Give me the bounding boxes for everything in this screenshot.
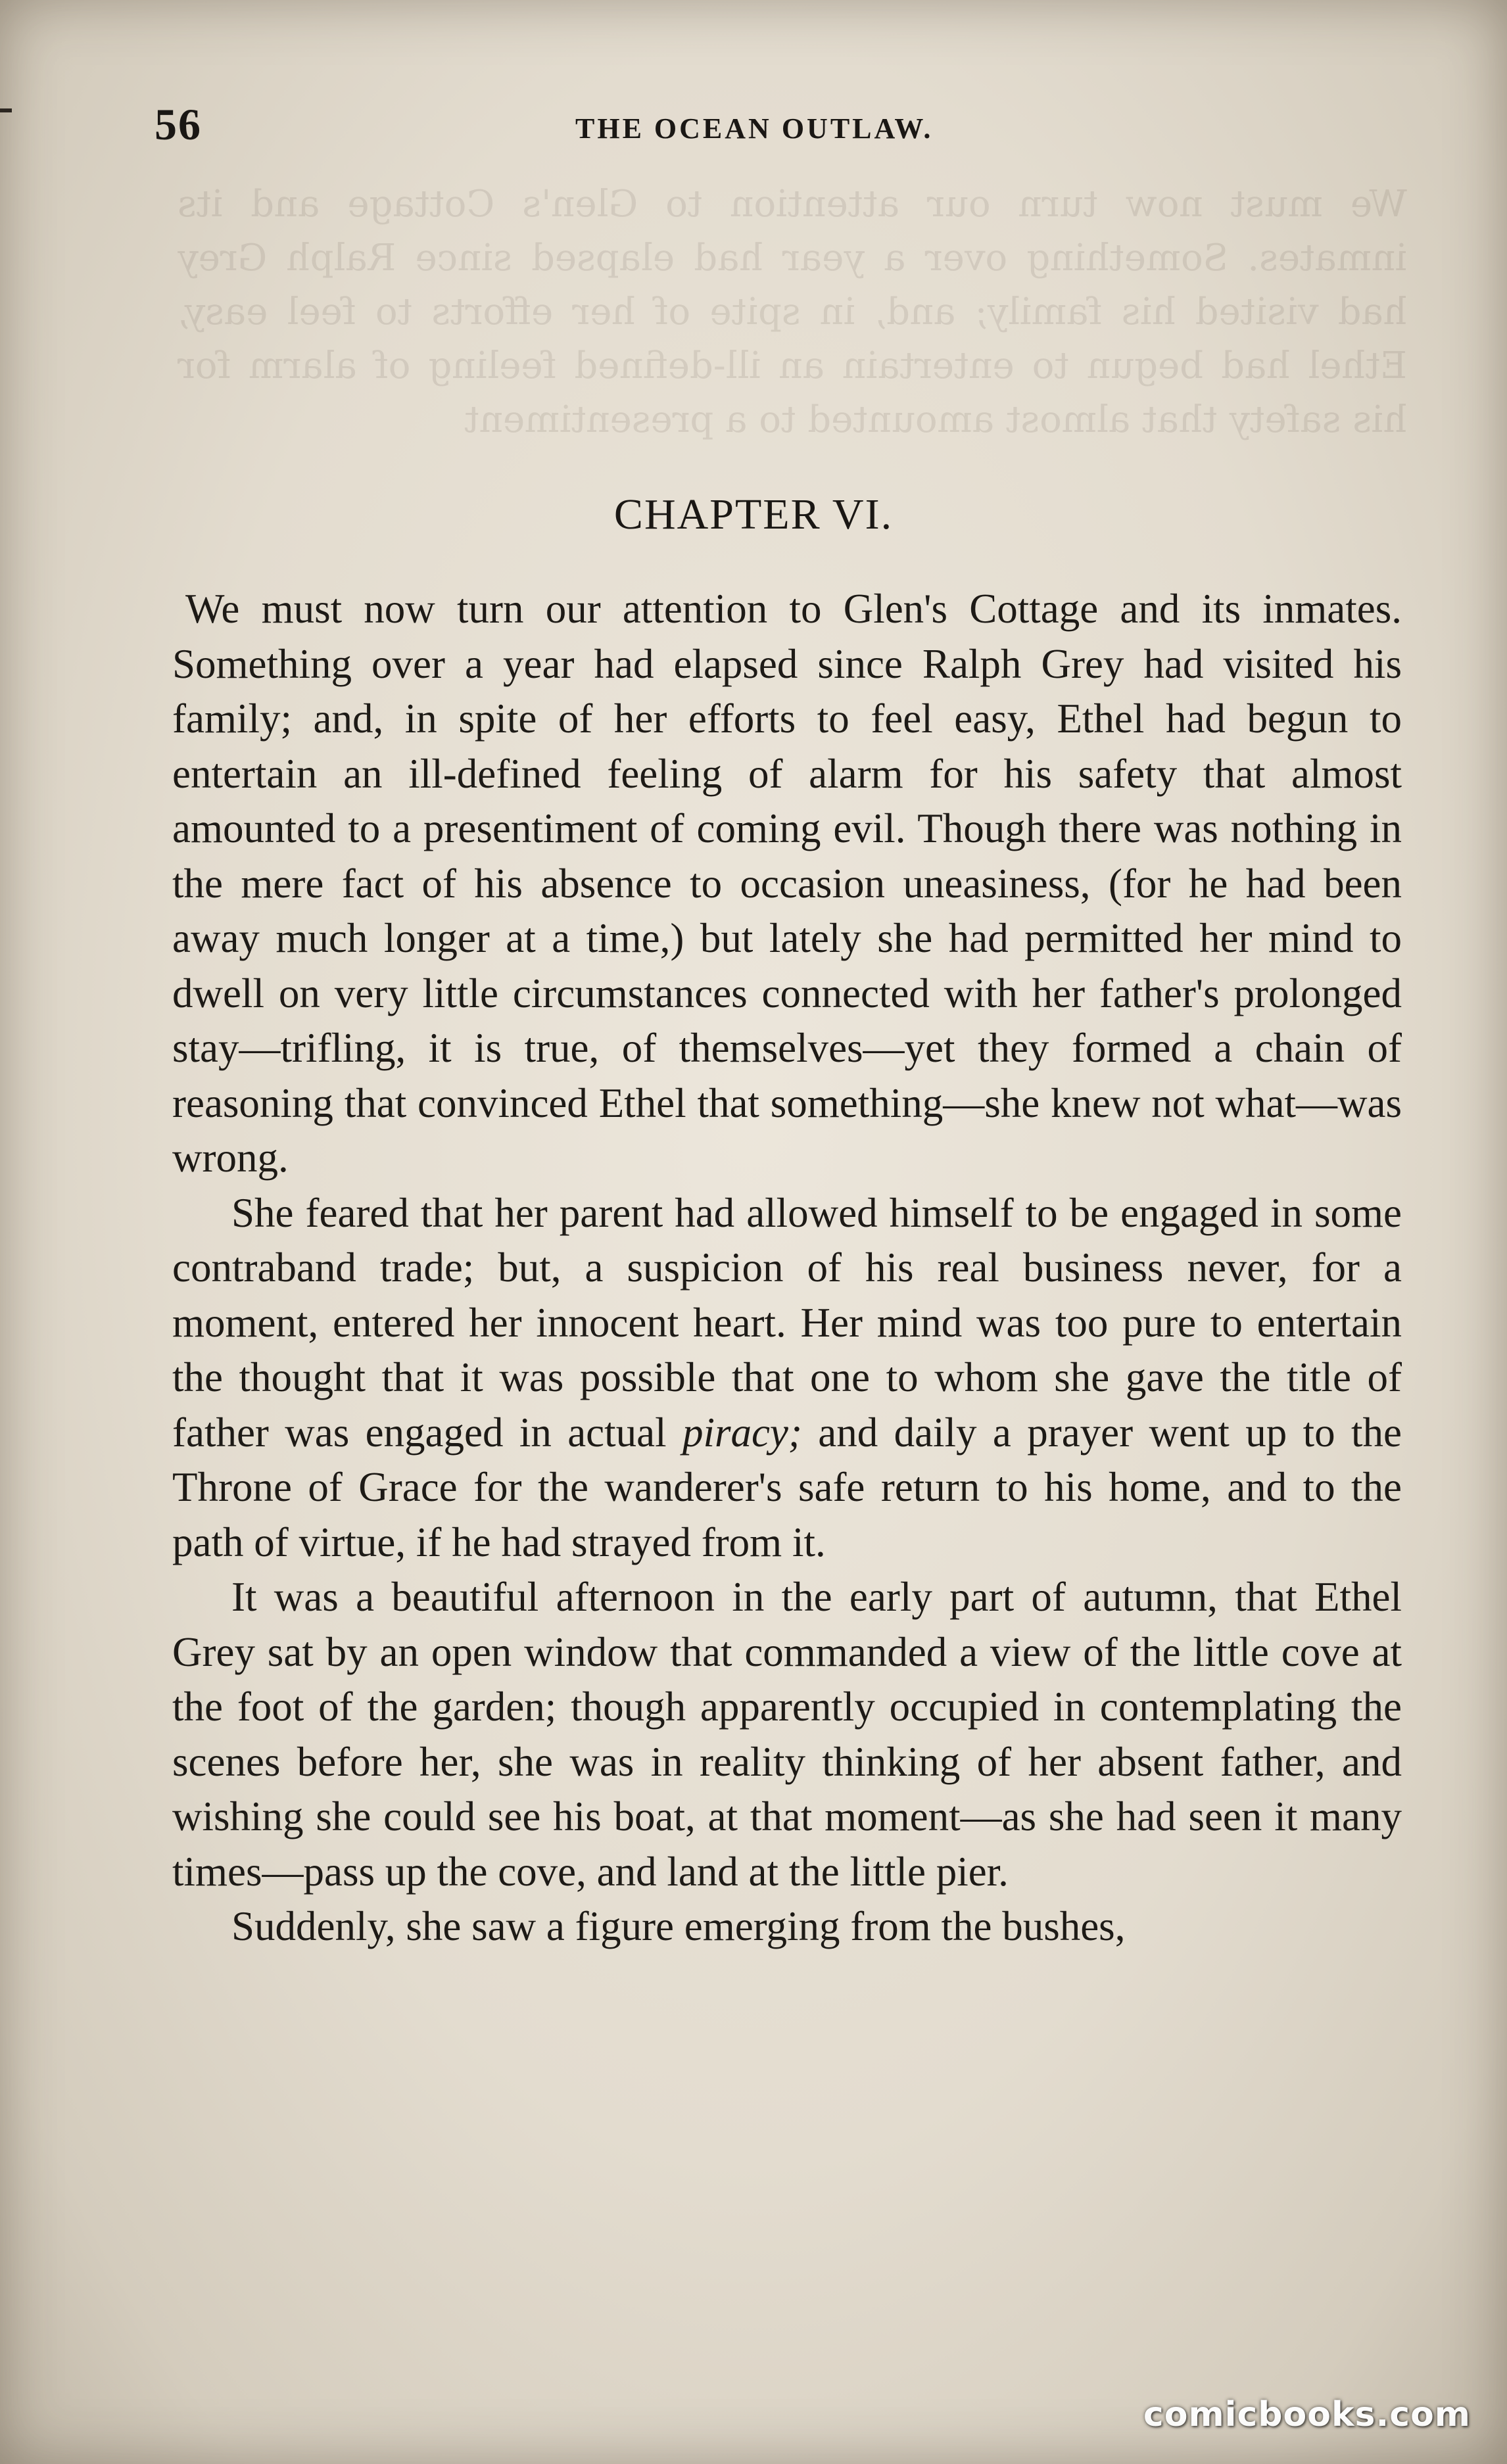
paragraph-2-emphasis: piracy; (682, 1409, 802, 1456)
chapter-title: CHAPTER VI. (613, 490, 894, 538)
paragraph-4-text: Suddenly, she saw a figure emerging from the bushes, (231, 1903, 1126, 1949)
paragraph-3 (172, 1570, 1402, 1899)
page-edge-mark (0, 108, 12, 112)
paragraph-2-text-before: She feared that her parent had allowed himself to be engaged in some contraband trade; but, a suspicion of his real business never, for a moment, entered her innocent heart. Her mind was too pure to entertain the thought that it was possible that one to whom she gave the title of father was engaged in actual (172, 1189, 1402, 1456)
paragraph-2 (172, 1186, 1402, 1571)
chapter-body (172, 582, 1402, 1955)
paragraph-1-text: We must now turn our attention to Glen's Cottage and its inmates. Something over a year had elapsed since Ralph Grey had visited his family; and, in spite of her efforts to feel easy, Ethel had begun to entertain an ill-defined feeling of alarm for his safety that almost amounted to a presentiment of coming evil. Though there was nothing in the mere fact of his absence to occasion uneasiness, (for he had been away much longer at a time,) but lately she had permitted her mind to dwell on very little circumstances connected with her father's prolonged stay—trifling, it is true, of themselves—yet they formed a chain of reasoning that convinced Ethel that something—she knew not what—was wrong. (172, 586, 1402, 1181)
paragraph-2-text-after: and daily a prayer went up to the Throne of Grace for the wanderer's safe return to his home, and to the path of virtue, if he had strayed from it. (172, 1409, 1402, 1565)
running-title: THE OCEAN OUTLAW. (575, 112, 934, 145)
page-number: 56 (155, 99, 202, 149)
show-through-text: We must now turn our attention to Glen's Cottage and its inmates. Something over a year had elapsed since Ralph Grey had visited his family; and, in spite of her efforts to feel easy, Ethel had begun to entertain an ill-defined feeling of alarm for his safety that almost amounted to a presentiment (178, 183, 1407, 441)
paragraph-4 (172, 1899, 1402, 1955)
page-header (155, 99, 1404, 158)
watermark: comicbooks.com (1143, 2395, 1471, 2434)
paragraph-1 (172, 582, 1402, 1186)
paragraph-3-text: It was a beautiful afternoon in the early part of autumn, that Ethel Grey sat by an open window that commanded a view of the little cove at the foot of the garden; though apparently occupied in contemplating the scenes before her, she was in reality thinking of her absent father, and wishing she could see his boat, at that moment—as she had seen it many times—pass up the cove, and land at the little pier. (172, 1574, 1402, 1895)
